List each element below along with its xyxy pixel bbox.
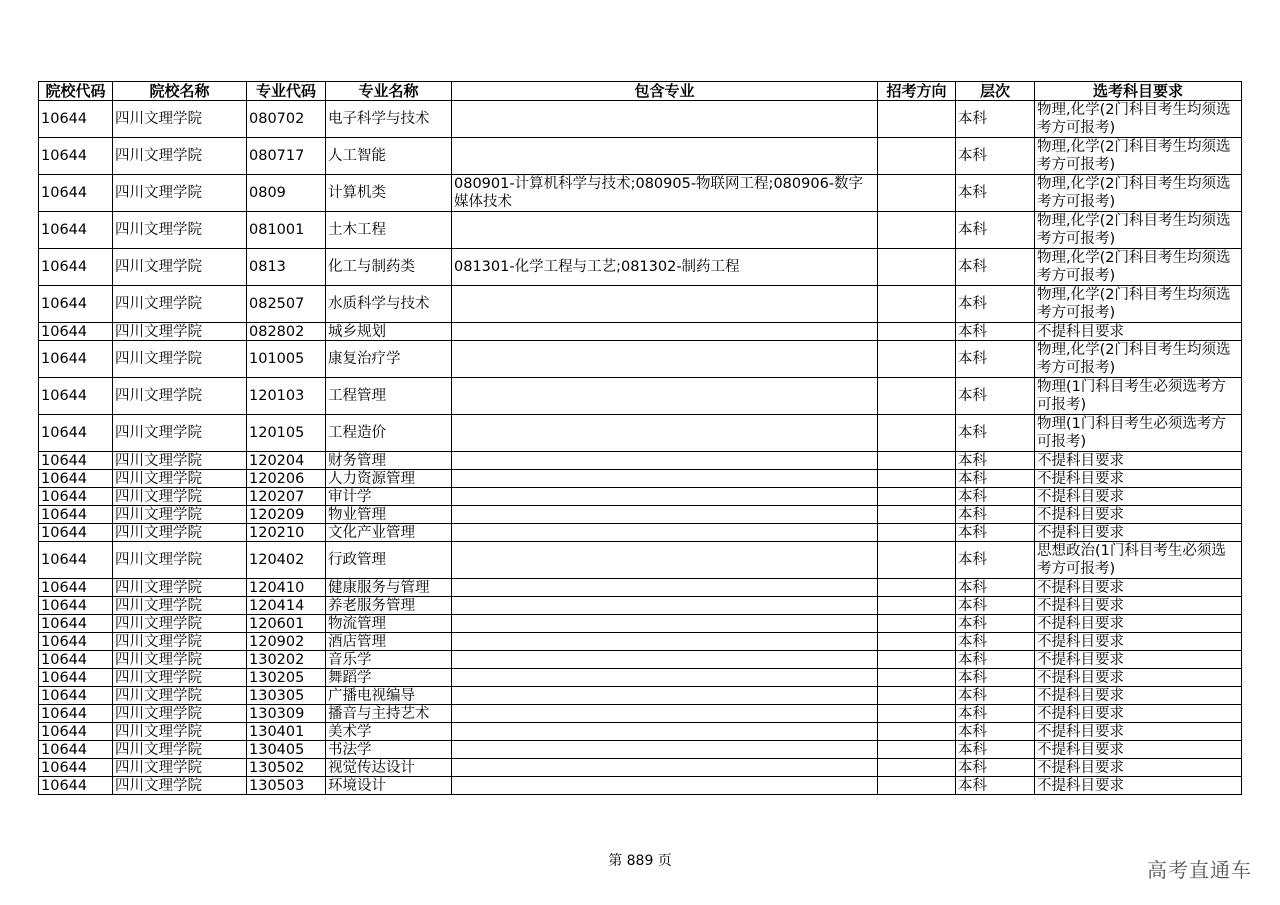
cell-school-code: 10644	[39, 249, 113, 286]
cell-direction	[878, 687, 956, 705]
cell-level: 本科	[956, 687, 1035, 705]
cell-major-code: 120105	[247, 415, 326, 452]
cell-direction	[878, 579, 956, 597]
cell-school-name: 四川文理学院	[113, 651, 247, 669]
cell-direction	[878, 249, 956, 286]
header-major-code: 专业代码	[247, 82, 326, 101]
cell-major-code: 080702	[247, 101, 326, 138]
table-header-row	[39, 82, 1242, 101]
cell-major-name: 书法学	[326, 741, 452, 759]
cell-included-majors	[452, 723, 878, 741]
header-level: 层次	[956, 82, 1035, 101]
cell-subject-requirement: 物理,化学(2门科目考生均须选考方可报考)	[1035, 249, 1242, 286]
table-row	[39, 723, 1242, 741]
cell-school-code: 10644	[39, 777, 113, 795]
cell-major-name: 播音与主持艺术	[326, 705, 452, 723]
cell-subject-requirement: 不提科目要求	[1035, 759, 1242, 777]
cell-major-code: 120204	[247, 452, 326, 470]
cell-school-code: 10644	[39, 452, 113, 470]
cell-major-code: 130205	[247, 669, 326, 687]
cell-major-name: 美术学	[326, 723, 452, 741]
cell-school-name: 四川文理学院	[113, 615, 247, 633]
cell-school-name: 四川文理学院	[113, 175, 247, 212]
cell-included-majors	[452, 415, 878, 452]
table-row	[39, 470, 1242, 488]
cell-level: 本科	[956, 415, 1035, 452]
cell-school-name: 四川文理学院	[113, 579, 247, 597]
cell-included-majors: 080901-计算机科学与技术;080905-物联网工程;080906-数字媒体技术	[452, 175, 878, 212]
cell-subject-requirement: 不提科目要求	[1035, 506, 1242, 524]
table-row	[39, 687, 1242, 705]
cell-school-name: 四川文理学院	[113, 249, 247, 286]
cell-major-name: 广播电视编导	[326, 687, 452, 705]
cell-direction	[878, 212, 956, 249]
cell-school-name: 四川文理学院	[113, 524, 247, 542]
cell-major-name: 养老服务管理	[326, 597, 452, 615]
cell-level: 本科	[956, 378, 1035, 415]
cell-direction	[878, 286, 956, 323]
header-direction: 招考方向	[878, 82, 956, 101]
cell-direction	[878, 777, 956, 795]
cell-subject-requirement: 思想政治(1门科目考生必须选考方可报考)	[1035, 542, 1242, 579]
cell-school-name: 四川文理学院	[113, 138, 247, 175]
cell-subject-requirement: 不提科目要求	[1035, 723, 1242, 741]
cell-major-name: 物业管理	[326, 506, 452, 524]
cell-included-majors	[452, 615, 878, 633]
cell-level: 本科	[956, 101, 1035, 138]
cell-direction	[878, 488, 956, 506]
cell-direction	[878, 415, 956, 452]
header-subject-requirement: 选考科目要求	[1035, 82, 1242, 101]
cell-school-code: 10644	[39, 415, 113, 452]
cell-school-name: 四川文理学院	[113, 341, 247, 378]
table-row	[39, 506, 1242, 524]
cell-major-code: 130405	[247, 741, 326, 759]
cell-subject-requirement: 不提科目要求	[1035, 452, 1242, 470]
cell-subject-requirement: 不提科目要求	[1035, 651, 1242, 669]
cell-major-name: 财务管理	[326, 452, 452, 470]
cell-level: 本科	[956, 759, 1035, 777]
cell-included-majors	[452, 669, 878, 687]
cell-school-code: 10644	[39, 286, 113, 323]
cell-school-code: 10644	[39, 741, 113, 759]
cell-subject-requirement: 物理,化学(2门科目考生均须选考方可报考)	[1035, 286, 1242, 323]
cell-included-majors	[452, 286, 878, 323]
cell-major-code: 120414	[247, 597, 326, 615]
cell-major-code: 0809	[247, 175, 326, 212]
header-major-name: 专业名称	[326, 82, 452, 101]
cell-subject-requirement: 不提科目要求	[1035, 633, 1242, 651]
cell-level: 本科	[956, 286, 1035, 323]
cell-level: 本科	[956, 705, 1035, 723]
cell-subject-requirement: 物理,化学(2门科目考生均须选考方可报考)	[1035, 138, 1242, 175]
cell-school-code: 10644	[39, 705, 113, 723]
cell-school-code: 10644	[39, 212, 113, 249]
table-row	[39, 175, 1242, 212]
cell-school-code: 10644	[39, 470, 113, 488]
table-row	[39, 542, 1242, 579]
cell-school-name: 四川文理学院	[113, 633, 247, 651]
cell-level: 本科	[956, 615, 1035, 633]
cell-level: 本科	[956, 488, 1035, 506]
cell-major-code: 120601	[247, 615, 326, 633]
cell-included-majors	[452, 470, 878, 488]
cell-major-name: 舞蹈学	[326, 669, 452, 687]
table-row	[39, 759, 1242, 777]
cell-school-code: 10644	[39, 323, 113, 341]
table-row	[39, 651, 1242, 669]
cell-level: 本科	[956, 212, 1035, 249]
cell-school-name: 四川文理学院	[113, 286, 247, 323]
cell-subject-requirement: 物理,化学(2门科目考生均须选考方可报考)	[1035, 341, 1242, 378]
cell-major-name: 土木工程	[326, 212, 452, 249]
cell-major-name: 环境设计	[326, 777, 452, 795]
cell-school-code: 10644	[39, 378, 113, 415]
cell-subject-requirement: 不提科目要求	[1035, 488, 1242, 506]
cell-subject-requirement: 不提科目要求	[1035, 470, 1242, 488]
cell-level: 本科	[956, 651, 1035, 669]
cell-major-code: 120902	[247, 633, 326, 651]
cell-level: 本科	[956, 452, 1035, 470]
table-row	[39, 777, 1242, 795]
cell-school-name: 四川文理学院	[113, 488, 247, 506]
cell-school-name: 四川文理学院	[113, 777, 247, 795]
cell-school-name: 四川文理学院	[113, 723, 247, 741]
cell-major-code: 120207	[247, 488, 326, 506]
cell-school-code: 10644	[39, 341, 113, 378]
cell-subject-requirement: 物理,化学(2门科目考生均须选考方可报考)	[1035, 175, 1242, 212]
cell-subject-requirement: 不提科目要求	[1035, 579, 1242, 597]
cell-direction	[878, 452, 956, 470]
cell-level: 本科	[956, 341, 1035, 378]
cell-major-name: 康复治疗学	[326, 341, 452, 378]
cell-included-majors	[452, 705, 878, 723]
cell-major-name: 城乡规划	[326, 323, 452, 341]
cell-included-majors	[452, 687, 878, 705]
cell-direction	[878, 741, 956, 759]
table-row	[39, 341, 1242, 378]
cell-major-name: 音乐学	[326, 651, 452, 669]
cell-included-majors	[452, 212, 878, 249]
cell-school-code: 10644	[39, 506, 113, 524]
watermark-logo-text: 高考直通车	[1147, 858, 1252, 882]
cell-level: 本科	[956, 249, 1035, 286]
cell-school-name: 四川文理学院	[113, 378, 247, 415]
cell-included-majors	[452, 323, 878, 341]
cell-level: 本科	[956, 470, 1035, 488]
cell-major-code: 081001	[247, 212, 326, 249]
cell-major-code: 0813	[247, 249, 326, 286]
table-row	[39, 378, 1242, 415]
cell-school-code: 10644	[39, 488, 113, 506]
cell-level: 本科	[956, 777, 1035, 795]
cell-level: 本科	[956, 542, 1035, 579]
cell-direction	[878, 597, 956, 615]
table-row	[39, 415, 1242, 452]
page-number: 第 889 页	[608, 853, 672, 869]
cell-major-code: 130503	[247, 777, 326, 795]
cell-school-name: 四川文理学院	[113, 506, 247, 524]
cell-direction	[878, 341, 956, 378]
cell-school-code: 10644	[39, 597, 113, 615]
cell-major-name: 文化产业管理	[326, 524, 452, 542]
cell-direction	[878, 705, 956, 723]
cell-subject-requirement: 不提科目要求	[1035, 741, 1242, 759]
cell-major-code: 120206	[247, 470, 326, 488]
cell-school-code: 10644	[39, 542, 113, 579]
table-row	[39, 579, 1242, 597]
cell-school-code: 10644	[39, 524, 113, 542]
cell-major-code: 130309	[247, 705, 326, 723]
cell-included-majors	[452, 759, 878, 777]
cell-direction	[878, 378, 956, 415]
cell-included-majors	[452, 633, 878, 651]
cell-major-name: 健康服务与管理	[326, 579, 452, 597]
cell-subject-requirement: 不提科目要求	[1035, 777, 1242, 795]
cell-included-majors	[452, 488, 878, 506]
cell-subject-requirement: 不提科目要求	[1035, 597, 1242, 615]
table-row	[39, 138, 1242, 175]
cell-school-code: 10644	[39, 138, 113, 175]
cell-major-code: 101005	[247, 341, 326, 378]
header-school-name: 院校名称	[113, 82, 247, 101]
cell-major-name: 酒店管理	[326, 633, 452, 651]
cell-direction	[878, 470, 956, 488]
table-row	[39, 452, 1242, 470]
cell-subject-requirement: 物理,化学(2门科目考生均须选考方可报考)	[1035, 101, 1242, 138]
cell-major-code: 082802	[247, 323, 326, 341]
cell-direction	[878, 651, 956, 669]
cell-school-code: 10644	[39, 669, 113, 687]
cell-major-code: 080717	[247, 138, 326, 175]
cell-level: 本科	[956, 506, 1035, 524]
cell-level: 本科	[956, 323, 1035, 341]
cell-level: 本科	[956, 597, 1035, 615]
cell-direction	[878, 323, 956, 341]
cell-major-code: 120209	[247, 506, 326, 524]
cell-included-majors	[452, 378, 878, 415]
cell-subject-requirement: 不提科目要求	[1035, 705, 1242, 723]
cell-major-name: 人力资源管理	[326, 470, 452, 488]
cell-direction	[878, 101, 956, 138]
cell-major-name: 工程造价	[326, 415, 452, 452]
cell-direction	[878, 723, 956, 741]
cell-included-majors	[452, 651, 878, 669]
cell-major-name: 计算机类	[326, 175, 452, 212]
cell-school-name: 四川文理学院	[113, 323, 247, 341]
cell-major-code: 120402	[247, 542, 326, 579]
cell-major-name: 化工与制药类	[326, 249, 452, 286]
cell-school-code: 10644	[39, 579, 113, 597]
table-row	[39, 669, 1242, 687]
cell-major-code: 130502	[247, 759, 326, 777]
cell-included-majors	[452, 542, 878, 579]
cell-major-name: 物流管理	[326, 615, 452, 633]
cell-school-code: 10644	[39, 651, 113, 669]
cell-included-majors	[452, 101, 878, 138]
cell-school-code: 10644	[39, 633, 113, 651]
cell-direction	[878, 669, 956, 687]
cell-school-code: 10644	[39, 759, 113, 777]
cell-subject-requirement: 不提科目要求	[1035, 669, 1242, 687]
cell-direction	[878, 175, 956, 212]
cell-included-majors: 081301-化学工程与工艺;081302-制药工程	[452, 249, 878, 286]
cell-major-code: 120210	[247, 524, 326, 542]
table-row	[39, 524, 1242, 542]
cell-included-majors	[452, 341, 878, 378]
cell-school-name: 四川文理学院	[113, 542, 247, 579]
cell-level: 本科	[956, 138, 1035, 175]
cell-direction	[878, 633, 956, 651]
header-school-code: 院校代码	[39, 82, 113, 101]
cell-level: 本科	[956, 723, 1035, 741]
cell-major-code: 082507	[247, 286, 326, 323]
cell-included-majors	[452, 524, 878, 542]
cell-school-code: 10644	[39, 687, 113, 705]
cell-major-name: 水质科学与技术	[326, 286, 452, 323]
cell-school-name: 四川文理学院	[113, 741, 247, 759]
cell-school-name: 四川文理学院	[113, 705, 247, 723]
cell-major-name: 行政管理	[326, 542, 452, 579]
table-row	[39, 633, 1242, 651]
cell-included-majors	[452, 741, 878, 759]
cell-subject-requirement: 不提科目要求	[1035, 524, 1242, 542]
cell-included-majors	[452, 777, 878, 795]
cell-school-name: 四川文理学院	[113, 759, 247, 777]
cell-subject-requirement: 不提科目要求	[1035, 687, 1242, 705]
cell-direction	[878, 506, 956, 524]
table-row	[39, 101, 1242, 138]
table-row	[39, 615, 1242, 633]
cell-school-name: 四川文理学院	[113, 687, 247, 705]
cell-level: 本科	[956, 175, 1035, 212]
cell-school-code: 10644	[39, 615, 113, 633]
header-included-majors: 包含专业	[452, 82, 878, 101]
cell-major-code: 130202	[247, 651, 326, 669]
cell-major-code: 130305	[247, 687, 326, 705]
cell-school-name: 四川文理学院	[113, 669, 247, 687]
cell-direction	[878, 759, 956, 777]
cell-subject-requirement: 物理,化学(2门科目考生均须选考方可报考)	[1035, 212, 1242, 249]
cell-included-majors	[452, 506, 878, 524]
cell-subject-requirement: 不提科目要求	[1035, 615, 1242, 633]
cell-direction	[878, 542, 956, 579]
cell-school-name: 四川文理学院	[113, 101, 247, 138]
cell-level: 本科	[956, 741, 1035, 759]
cell-major-name: 工程管理	[326, 378, 452, 415]
table-body	[39, 101, 1242, 795]
cell-school-code: 10644	[39, 101, 113, 138]
cell-subject-requirement: 物理(1门科目考生必须选考方可报考)	[1035, 415, 1242, 452]
cell-major-name: 审计学	[326, 488, 452, 506]
table-row	[39, 488, 1242, 506]
cell-school-name: 四川文理学院	[113, 415, 247, 452]
cell-level: 本科	[956, 524, 1035, 542]
table-row	[39, 705, 1242, 723]
cell-major-name: 视觉传达设计	[326, 759, 452, 777]
cell-school-name: 四川文理学院	[113, 452, 247, 470]
cell-direction	[878, 615, 956, 633]
cell-level: 本科	[956, 633, 1035, 651]
cell-included-majors	[452, 579, 878, 597]
table-row	[39, 212, 1242, 249]
cell-included-majors	[452, 597, 878, 615]
cell-major-code: 120410	[247, 579, 326, 597]
cell-school-code: 10644	[39, 723, 113, 741]
cell-direction	[878, 138, 956, 175]
admission-table	[38, 81, 1242, 795]
cell-school-name: 四川文理学院	[113, 597, 247, 615]
table-row	[39, 323, 1242, 341]
cell-major-code: 130401	[247, 723, 326, 741]
cell-major-name: 人工智能	[326, 138, 452, 175]
cell-school-code: 10644	[39, 175, 113, 212]
table-row	[39, 741, 1242, 759]
cell-major-code: 120103	[247, 378, 326, 415]
table-row	[39, 249, 1242, 286]
cell-direction	[878, 524, 956, 542]
cell-included-majors	[452, 138, 878, 175]
cell-subject-requirement: 物理(1门科目考生必须选考方可报考)	[1035, 378, 1242, 415]
cell-subject-requirement: 不提科目要求	[1035, 323, 1242, 341]
cell-included-majors	[452, 452, 878, 470]
cell-level: 本科	[956, 579, 1035, 597]
table-row	[39, 597, 1242, 615]
cell-school-name: 四川文理学院	[113, 212, 247, 249]
cell-major-name: 电子科学与技术	[326, 101, 452, 138]
table-row	[39, 286, 1242, 323]
cell-school-name: 四川文理学院	[113, 470, 247, 488]
cell-level: 本科	[956, 669, 1035, 687]
